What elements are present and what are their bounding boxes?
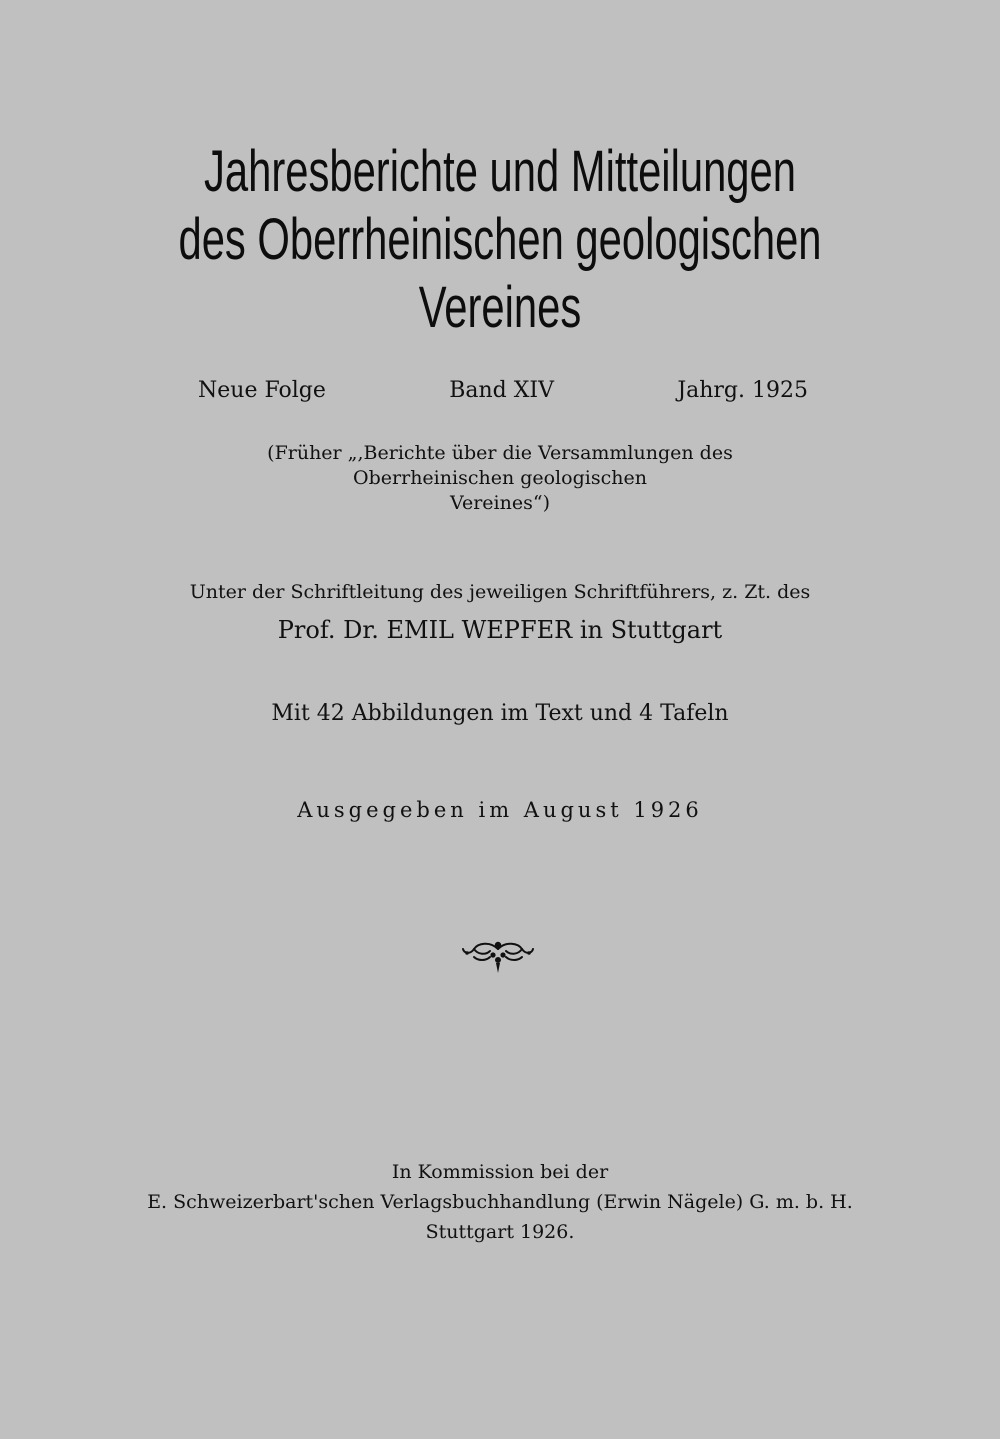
fleuron-ornament-icon [460, 935, 536, 977]
main-title [0, 138, 1000, 342]
volume-label: Band XIV [449, 378, 554, 403]
title-line-3: Vereines [418, 275, 582, 340]
editor-intro: Unter der Schriftleitung des jeweiligen Schriftführers, z. Zt. des [189, 581, 811, 603]
issue-date: Ausgegeben im August 1926 [297, 798, 703, 822]
former-title-line-3: Vereines“) [450, 492, 550, 514]
publisher-line-1: In Kommission bei der [391, 1161, 609, 1183]
former-title-line-2: Oberrheinischen geologischen [353, 467, 647, 489]
title-line-2: des Oberrheinischen geologischen [178, 207, 822, 272]
publisher-block [0, 1157, 1000, 1247]
publisher-line-3: Stuttgart 1926. [425, 1221, 575, 1243]
former-title-line-1: (Früher „,Berichte über die Versammlungen des [267, 442, 733, 464]
title-line-1: Jahresberichte und Mitteilungen [204, 139, 796, 204]
publisher-line-2: E. Schweizerbart'schen Verlagsbuchhandlung (Erwin Nägele) G. m. b. H. [147, 1191, 853, 1213]
former-title [0, 441, 1000, 516]
editor-name: Prof. Dr. EMIL WEPFER in Stuttgart [277, 616, 723, 644]
series-label: Neue Folge [198, 378, 326, 403]
year-label: Jahrg. 1925 [677, 378, 808, 403]
illustrations-note: Mit 42 Abbildungen im Text und 4 Tafeln [271, 701, 729, 726]
series-info-row [198, 376, 808, 406]
